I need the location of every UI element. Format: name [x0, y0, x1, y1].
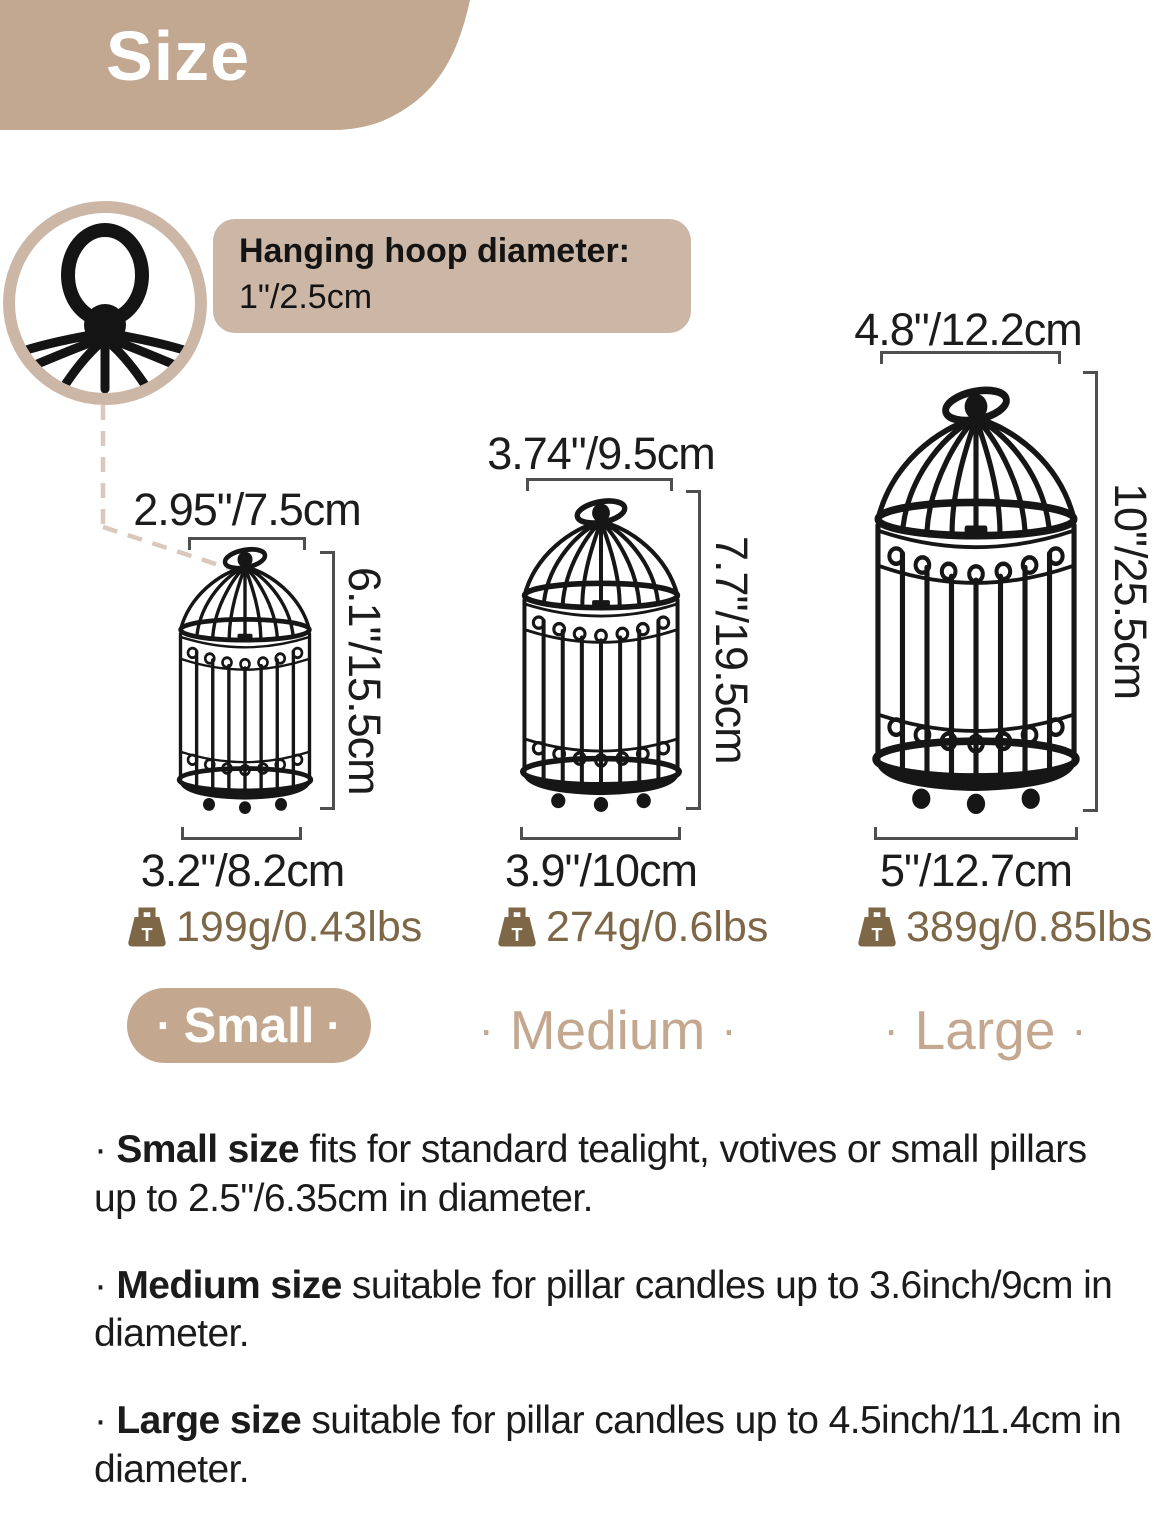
hoop-icon [15, 213, 195, 393]
size-label-medium-text: Medium [509, 998, 706, 1061]
birdcage-large-image [862, 385, 1090, 814]
callout-title: Hanging hoop diameter: [239, 232, 630, 270]
dot: · [478, 1003, 494, 1055]
medium-top-diameter: 3.74"/9.5cm [487, 428, 715, 479]
small-top-bracket [188, 537, 306, 550]
medium-weight: 274g/0.6lbs [546, 903, 769, 951]
weight-icon [128, 905, 166, 949]
birdcage-medium-image [512, 497, 690, 812]
size-label-small-text: Small [183, 998, 315, 1053]
note-medium [94, 1262, 1136, 1360]
hanging-hoop-callout [213, 219, 691, 333]
dot: · [156, 999, 172, 1051]
medium-base-diameter: 3.9"/10cm [504, 845, 698, 896]
large-weight: 389g/0.85lbs [906, 903, 1153, 951]
note-large-bold: Large size [116, 1399, 302, 1442]
bullet: · [94, 1399, 107, 1442]
size-label-large-text: Large [914, 998, 1056, 1061]
birdcage-small-image [170, 546, 320, 814]
size-label-large [835, 992, 1135, 1067]
weight-icon [498, 905, 536, 949]
dot: · [1071, 1003, 1087, 1055]
small-height: 6.1"/15.5cm [339, 566, 390, 795]
large-top-bracket [880, 351, 1061, 364]
callout-value: 1"/2.5cm [239, 277, 373, 316]
small-bottom-bracket [181, 827, 302, 840]
weight-icon [858, 905, 896, 949]
medium-height: 7.7"/19.5cm [706, 536, 757, 764]
note-large [94, 1397, 1136, 1495]
dot: · [883, 1003, 899, 1055]
note-medium-text: suitable for pillar candles up to 3.6inch/9cm in diameter. [94, 1263, 1113, 1356]
bullet: · [94, 1128, 107, 1171]
large-base-diameter: 5"/12.7cm [879, 845, 1073, 896]
note-small [94, 1126, 1136, 1224]
small-base-diameter: 3.2"/8.2cm [140, 845, 345, 896]
size-notes [94, 1126, 1136, 1533]
dot: · [721, 1003, 737, 1055]
note-large-text: suitable for pillar candles up to 4.5inch/11.4cm in diameter. [94, 1399, 1122, 1491]
note-medium-bold: Medium size [116, 1263, 342, 1307]
large-height: 10"/25.5cm [1105, 483, 1156, 700]
medium-bottom-bracket [520, 827, 681, 840]
hanging-hoop-image [3, 201, 207, 405]
size-label-medium [455, 992, 760, 1067]
small-top-diameter: 2.95"/7.5cm [133, 484, 361, 535]
note-small-bold: Small size [116, 1128, 299, 1171]
page-title: Size [106, 17, 251, 95]
medium-top-bracket [526, 478, 673, 491]
large-bottom-bracket [874, 827, 1078, 840]
large-height-line [1083, 371, 1098, 812]
medium-height-line [686, 490, 701, 810]
size-label-small [127, 988, 371, 1063]
dot: · [326, 999, 342, 1051]
bullet: · [94, 1263, 107, 1307]
small-height-line [320, 551, 335, 810]
note-small-text: fits for standard tealight, votives or small pillars up to 2.5"/6.35cm in diameter. [94, 1128, 1087, 1220]
large-top-diameter: 4.8"/12.2cm [854, 304, 1082, 355]
small-weight: 199g/0.43lbs [176, 903, 423, 951]
